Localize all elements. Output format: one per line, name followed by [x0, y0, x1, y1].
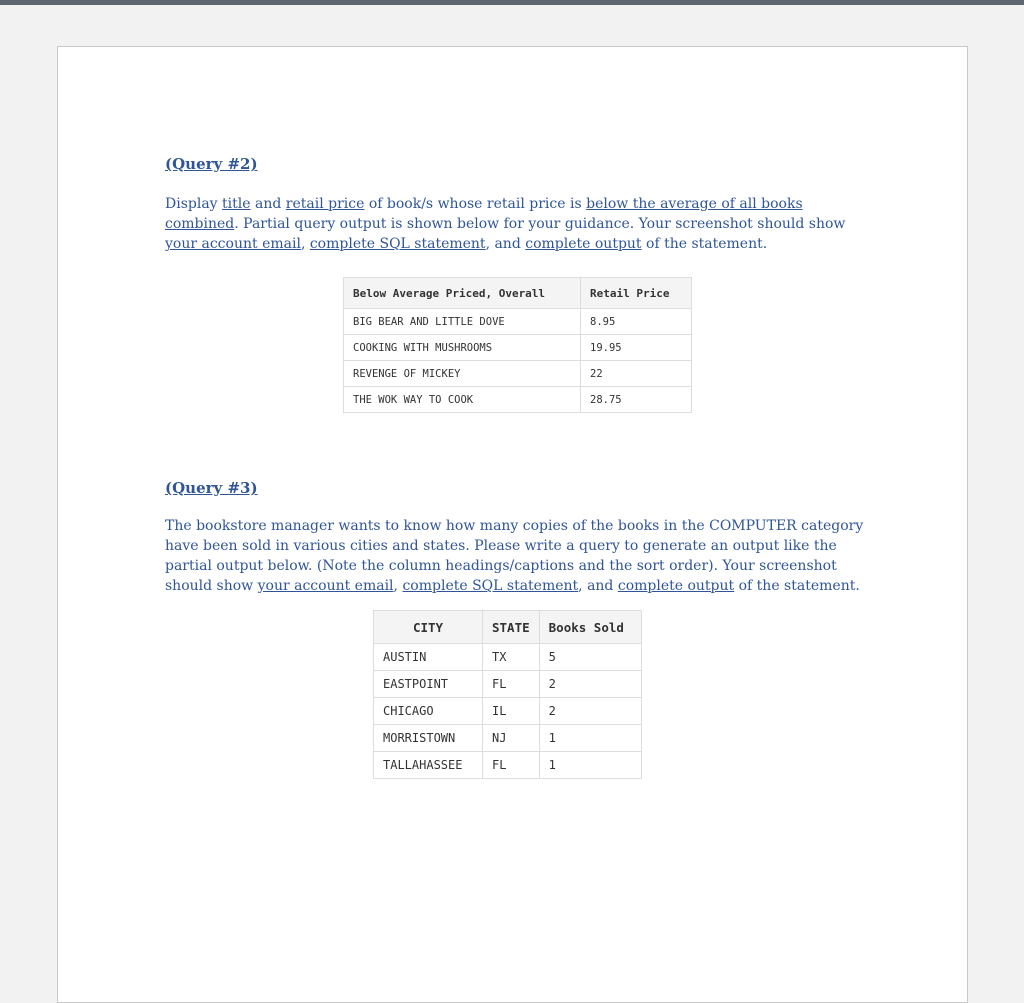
underlined-phrase: your account email [165, 236, 301, 252]
cell-title: COOKING WITH MUSHROOMS [344, 335, 581, 361]
underlined-phrase: complete output [525, 236, 642, 252]
cell-books-sold: 1 [539, 725, 641, 752]
table-row [344, 309, 692, 335]
underlined-phrase: complete SQL statement [309, 236, 486, 252]
cell-retail-price: 8.95 [581, 309, 692, 335]
cell-state: IL [483, 698, 540, 725]
table-row [374, 752, 642, 779]
cell-retail-price: 28.75 [581, 387, 692, 413]
cell-books-sold: 2 [539, 671, 641, 698]
text-segment: of book/s whose retail price is [364, 196, 587, 212]
query3-heading: (Query #3) [165, 479, 258, 497]
table-header-row [374, 611, 642, 644]
column-header-title: Below Average Priced, Overall [344, 278, 581, 309]
cell-books-sold: 1 [539, 752, 641, 779]
query2-paragraph [165, 194, 865, 254]
cell-retail-price: 22 [581, 361, 692, 387]
text-segment: , and [578, 578, 618, 594]
column-header-books-sold: Books Sold [539, 611, 641, 644]
underlined-phrase: below the average of all books combined [165, 196, 803, 232]
text-segment: of the statement. [641, 236, 768, 252]
query2-heading: (Query #2) [165, 155, 258, 173]
document-page [57, 46, 968, 1003]
cell-city: CHICAGO [374, 698, 483, 725]
underlined-phrase: complete SQL statement [402, 578, 579, 594]
table-header-row [344, 278, 692, 309]
underlined-phrase: retail price [285, 196, 365, 212]
column-header-state: STATE [483, 611, 540, 644]
query2-output-table [343, 277, 692, 413]
text-segment: Display [165, 196, 223, 212]
table-row [344, 335, 692, 361]
query2-section [165, 154, 865, 174]
cell-state: FL [483, 752, 540, 779]
text-segment: The bookstore manager wants to know how many copies of the books in the COMPUTER category have been sold in various cities and states. Please write a query to generate an output like the partial output below. (Note the column headings/captions and the sort order). Your screenshot should show [165, 518, 864, 594]
cell-city: AUSTIN [374, 644, 483, 671]
table-row [374, 698, 642, 725]
window-top-bar [0, 0, 1024, 5]
text-segment: and [250, 196, 286, 212]
text-segment: , [393, 578, 403, 594]
text-segment: , and [485, 236, 526, 252]
cell-books-sold: 2 [539, 698, 641, 725]
text-segment: of the statement. [734, 578, 860, 594]
cell-title: BIG BEAR AND LITTLE DOVE [344, 309, 581, 335]
table-row [374, 671, 642, 698]
table-row [344, 387, 692, 413]
query3-section [165, 478, 865, 498]
query3-output-table [373, 610, 642, 779]
table-row [374, 725, 642, 752]
cell-state: FL [483, 671, 540, 698]
cell-books-sold: 5 [539, 644, 641, 671]
table-row [344, 361, 692, 387]
column-header-city: CITY [374, 611, 483, 644]
query3-paragraph [165, 516, 865, 596]
query3-instructions [165, 516, 865, 596]
underlined-phrase: complete output [617, 578, 735, 594]
cell-city: TALLAHASSEE [374, 752, 483, 779]
underlined-phrase: title [222, 196, 251, 212]
cell-title: REVENGE OF MICKEY [344, 361, 581, 387]
query2-instructions [165, 194, 865, 254]
underlined-phrase: your account email [257, 578, 394, 594]
cell-city: EASTPOINT [374, 671, 483, 698]
cell-state: NJ [483, 725, 540, 752]
column-header-retail-price: Retail Price [581, 278, 692, 309]
cell-city: MORRISTOWN [374, 725, 483, 752]
text-segment: , [300, 236, 310, 252]
cell-state: TX [483, 644, 540, 671]
table-row [374, 644, 642, 671]
cell-retail-price: 19.95 [581, 335, 692, 361]
text-segment: . Partial query output is shown below for your guidance. Your screenshot should show [234, 216, 846, 232]
cell-title: THE WOK WAY TO COOK [344, 387, 581, 413]
